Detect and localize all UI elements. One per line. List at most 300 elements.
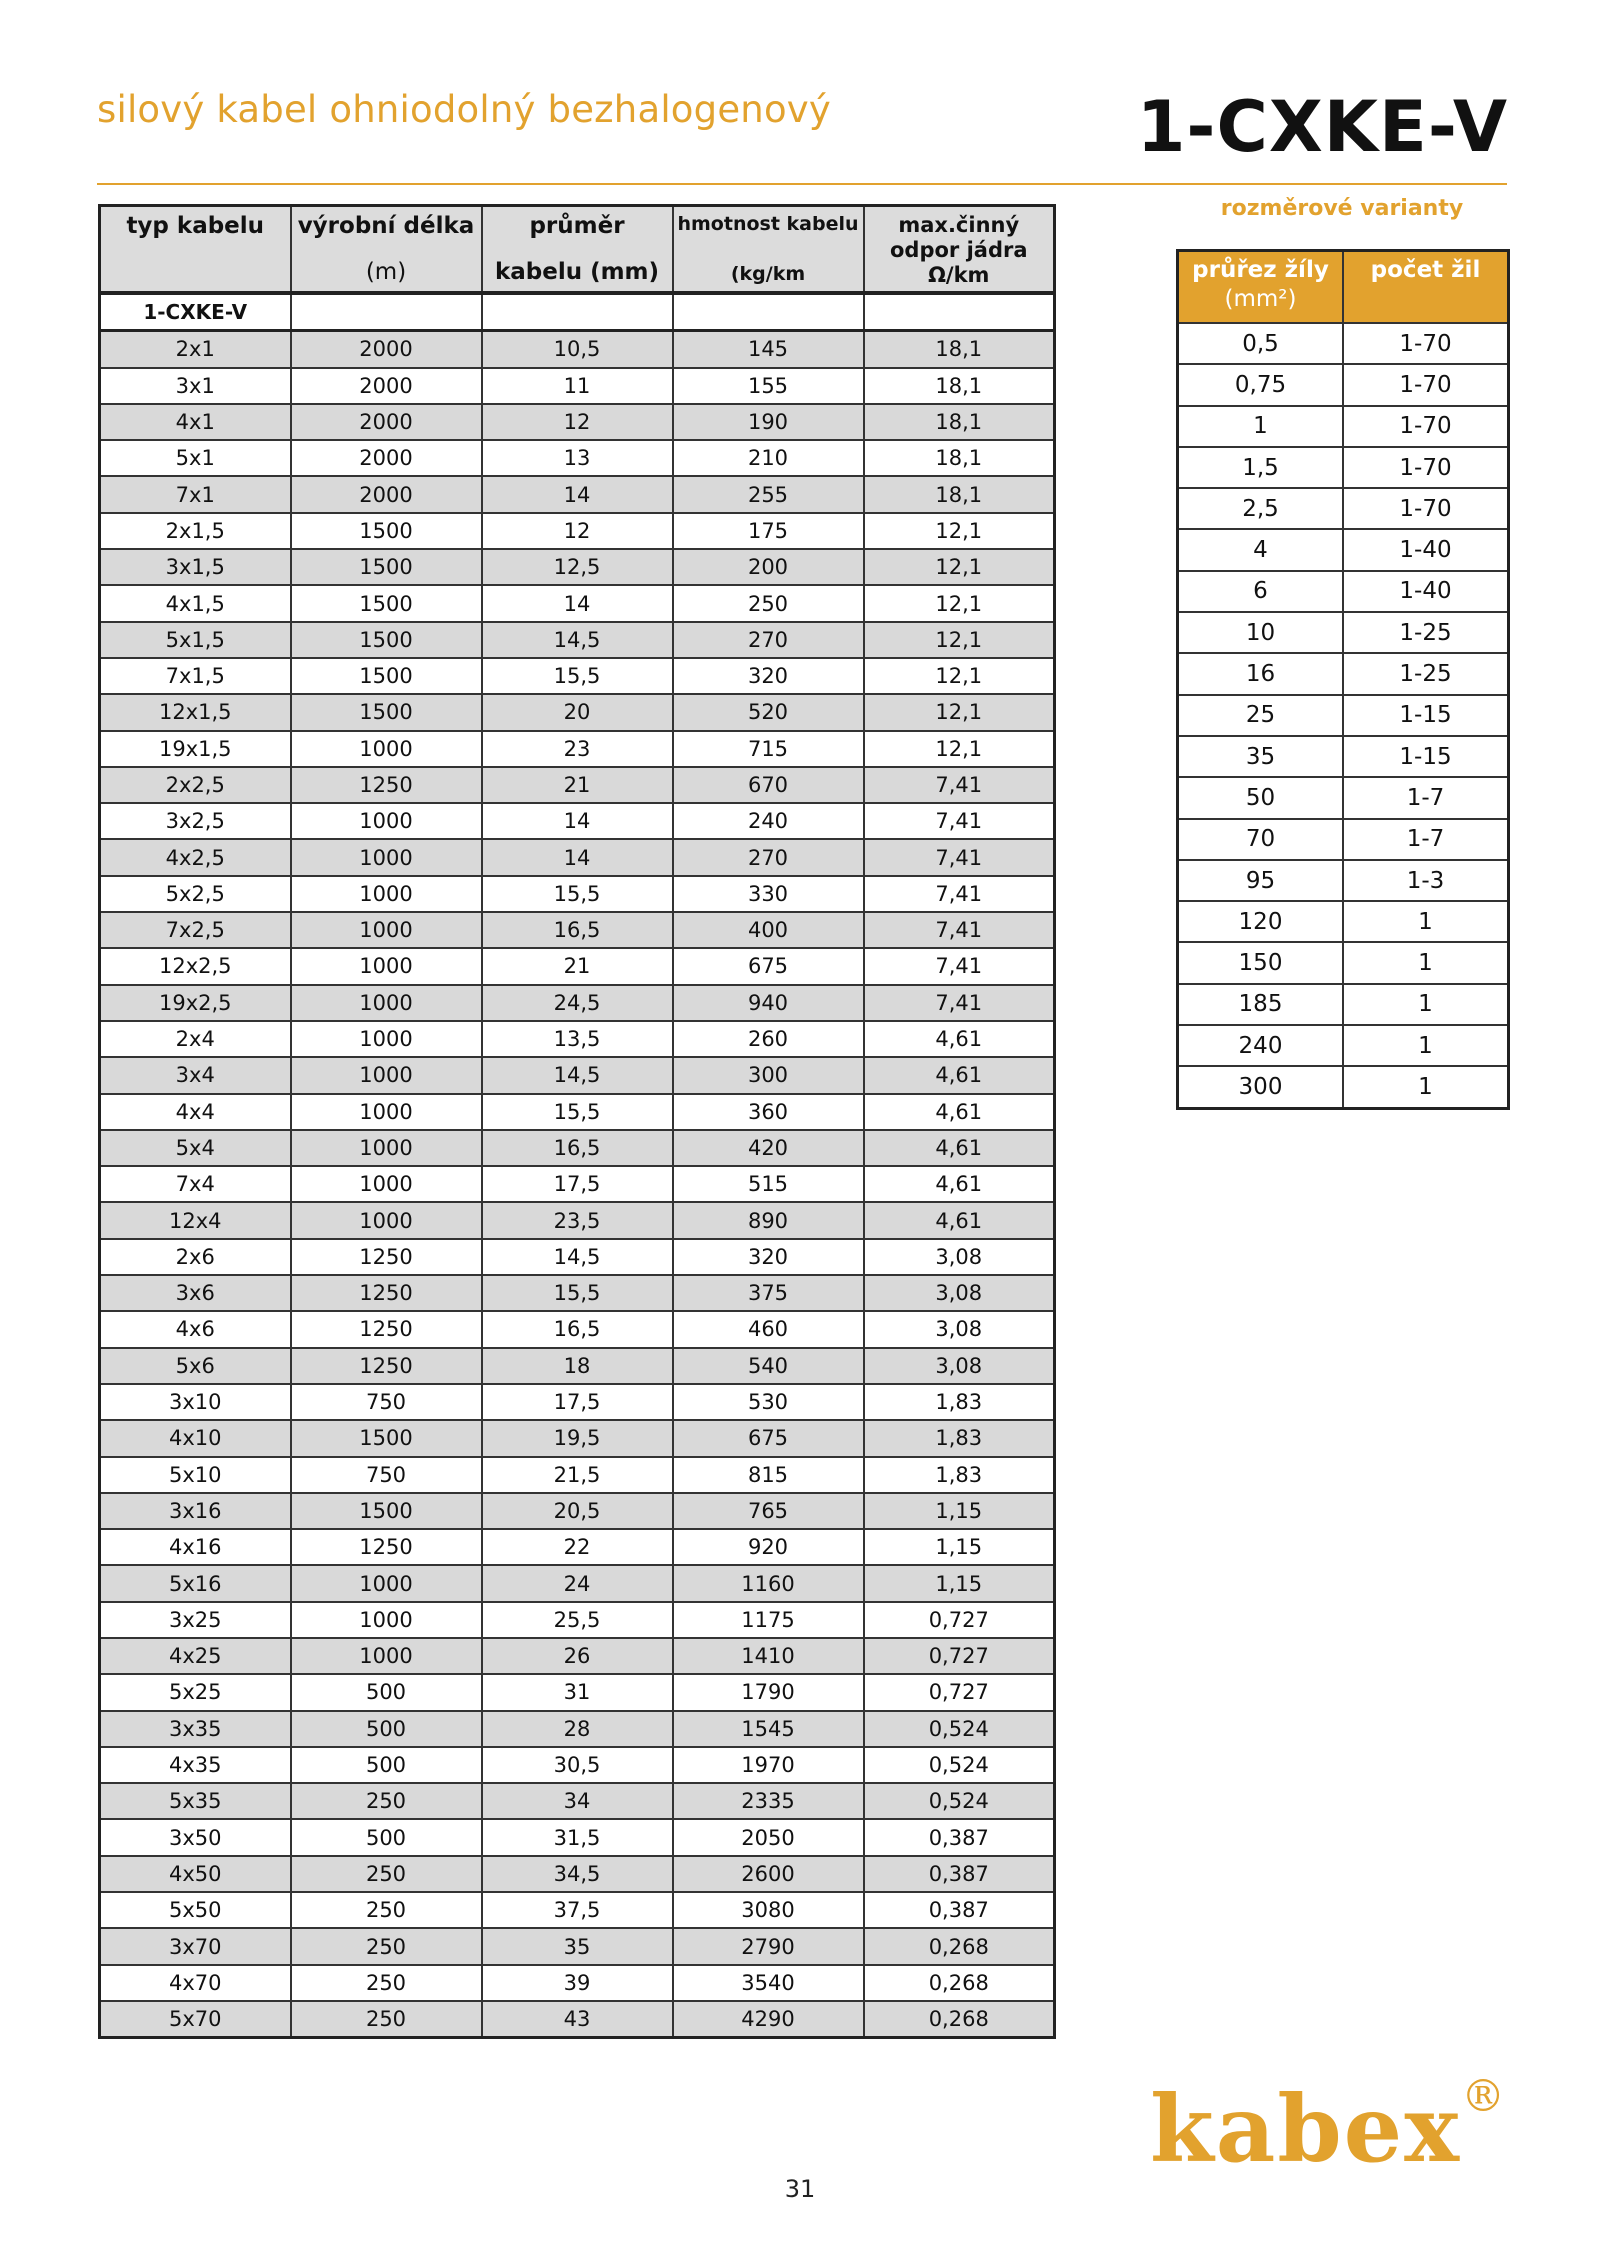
table-cell: 5x10 xyxy=(100,1457,291,1493)
table-cell: 1500 xyxy=(291,585,482,621)
table-cell: 5x1 xyxy=(100,440,291,476)
table-cell: 3x70 xyxy=(100,1928,291,1964)
table-cell: 1000 xyxy=(291,985,482,1021)
table-cell: 765 xyxy=(673,1493,864,1529)
table-cell: 2x1 xyxy=(100,331,291,368)
table-cell: 7,41 xyxy=(864,876,1055,912)
table-cell: 750 xyxy=(291,1457,482,1493)
table-cell: 25,5 xyxy=(482,1602,673,1638)
variant-cell: 300 xyxy=(1178,1066,1344,1108)
variant-cell: 35 xyxy=(1178,736,1344,777)
table-cell: 1250 xyxy=(291,767,482,803)
table-cell: 500 xyxy=(291,1747,482,1783)
table-cell: 21 xyxy=(482,948,673,984)
table-cell: 7x2,5 xyxy=(100,912,291,948)
kabex-logo: kabex® xyxy=(1150,2071,1508,2183)
table-cell: 1,83 xyxy=(864,1384,1055,1420)
size-variants-table xyxy=(1176,249,1510,1110)
header-core-count: počet žil xyxy=(1343,251,1509,324)
table-cell: 13,5 xyxy=(482,1021,673,1057)
table-row xyxy=(100,476,1055,512)
variant-cell: 0,5 xyxy=(1178,323,1344,364)
table-row xyxy=(100,1783,1055,1819)
table-cell: 715 xyxy=(673,731,864,767)
variants-title: rozměrové varianty xyxy=(1220,196,1464,221)
table-cell: 4x2,5 xyxy=(100,839,291,875)
table-cell: 18,1 xyxy=(864,368,1055,404)
table-cell: 7,41 xyxy=(864,839,1055,875)
table-row xyxy=(100,948,1055,984)
variant-row xyxy=(1178,860,1509,901)
table-cell: 37,5 xyxy=(482,1892,673,1928)
header-divider xyxy=(97,183,1507,185)
variant-cell: 1 xyxy=(1343,942,1509,983)
table-row xyxy=(100,1275,1055,1311)
table-cell: 920 xyxy=(673,1529,864,1565)
table-cell: 670 xyxy=(673,767,864,803)
table-cell: 460 xyxy=(673,1311,864,1347)
variant-cell: 1 xyxy=(1343,901,1509,942)
variant-row xyxy=(1178,364,1509,405)
variant-cell: 1-70 xyxy=(1343,364,1509,405)
table-cell: 5x16 xyxy=(100,1565,291,1601)
table-cell: 5x50 xyxy=(100,1892,291,1928)
table-row xyxy=(100,1965,1055,2001)
table-cell: 1000 xyxy=(291,1638,482,1674)
table-cell: 1500 xyxy=(291,513,482,549)
table-cell: 0,268 xyxy=(864,1965,1055,2001)
variant-cell: 10 xyxy=(1178,612,1344,653)
page-number: 31 xyxy=(784,2175,816,2203)
table-cell: 24,5 xyxy=(482,985,673,1021)
table-cell: 4,61 xyxy=(864,1202,1055,1238)
table-cell: 500 xyxy=(291,1711,482,1747)
table-cell: 190 xyxy=(673,404,864,440)
variant-row xyxy=(1178,612,1509,653)
table-cell: 4,61 xyxy=(864,1094,1055,1130)
table-cell: 5x70 xyxy=(100,2001,291,2038)
table-cell: 14,5 xyxy=(482,1239,673,1275)
table-cell: 260 xyxy=(673,1021,864,1057)
table-cell: 420 xyxy=(673,1130,864,1166)
table-cell: 1175 xyxy=(673,1602,864,1638)
variant-row xyxy=(1178,447,1509,488)
table-cell: 12,1 xyxy=(864,658,1055,694)
table-row xyxy=(100,1348,1055,1384)
table-cell: 270 xyxy=(673,839,864,875)
table-cell: 3,08 xyxy=(864,1239,1055,1275)
table-cell: 1000 xyxy=(291,1130,482,1166)
table-cell: 19x1,5 xyxy=(100,731,291,767)
variant-row xyxy=(1178,1066,1509,1108)
table-row xyxy=(100,513,1055,549)
table-cell: 20 xyxy=(482,694,673,730)
variant-cell: 1 xyxy=(1343,1025,1509,1066)
table-cell: 7x4 xyxy=(100,1166,291,1202)
table-cell: 31 xyxy=(482,1674,673,1710)
variant-row xyxy=(1178,571,1509,612)
variant-row xyxy=(1178,736,1509,777)
variant-cell: 1 xyxy=(1178,406,1344,447)
table-cell: 5x2,5 xyxy=(100,876,291,912)
header-resistance: max.činný odpor jádra Ω/km xyxy=(864,206,1055,294)
table-cell: 7x1 xyxy=(100,476,291,512)
variant-row xyxy=(1178,488,1509,529)
table-row xyxy=(100,1856,1055,1892)
table-cell: 21,5 xyxy=(482,1457,673,1493)
table-cell: 3,08 xyxy=(864,1275,1055,1311)
table-row xyxy=(100,2001,1055,2038)
table-cell: 34,5 xyxy=(482,1856,673,1892)
variant-cell: 70 xyxy=(1178,819,1344,860)
table-cell: 14,5 xyxy=(482,1057,673,1093)
table-cell: 515 xyxy=(673,1166,864,1202)
table-cell: 0,268 xyxy=(864,2001,1055,2038)
table-cell: 1000 xyxy=(291,1094,482,1130)
table-row xyxy=(100,876,1055,912)
table-cell: 155 xyxy=(673,368,864,404)
table-cell: 1545 xyxy=(673,1711,864,1747)
table-row xyxy=(100,912,1055,948)
table-cell: 1970 xyxy=(673,1747,864,1783)
group-label-row xyxy=(100,293,1055,331)
group-label: 1-CXKE-V xyxy=(100,293,291,331)
table-cell: 0,524 xyxy=(864,1783,1055,1819)
table-cell: 320 xyxy=(673,1239,864,1275)
table-row xyxy=(100,1928,1055,1964)
table-row xyxy=(100,985,1055,1021)
table-row xyxy=(100,658,1055,694)
variant-row xyxy=(1178,942,1509,983)
table-cell: 530 xyxy=(673,1384,864,1420)
table-cell: 16,5 xyxy=(482,1130,673,1166)
table-cell: 1160 xyxy=(673,1565,864,1601)
table-row xyxy=(100,1711,1055,1747)
header-type: typ kabelu xyxy=(100,206,291,294)
variant-cell: 2,5 xyxy=(1178,488,1344,529)
table-cell: 31,5 xyxy=(482,1819,673,1855)
table-row xyxy=(100,839,1055,875)
table-row xyxy=(100,803,1055,839)
table-row xyxy=(100,1021,1055,1057)
table-cell: 16,5 xyxy=(482,912,673,948)
variant-cell: 1-7 xyxy=(1343,777,1509,818)
table-cell: 4x4 xyxy=(100,1094,291,1130)
table-cell: 4x1,5 xyxy=(100,585,291,621)
variant-cell: 25 xyxy=(1178,695,1344,736)
variant-cell: 1-70 xyxy=(1343,406,1509,447)
table-cell: 250 xyxy=(291,1783,482,1819)
variant-cell: 95 xyxy=(1178,860,1344,901)
table-cell: 1000 xyxy=(291,1565,482,1601)
table-cell: 1500 xyxy=(291,694,482,730)
table-cell: 2000 xyxy=(291,440,482,476)
variant-cell: 1-70 xyxy=(1343,447,1509,488)
table-cell: 2600 xyxy=(673,1856,864,1892)
table-cell: 2000 xyxy=(291,404,482,440)
variant-cell: 185 xyxy=(1178,984,1344,1025)
table-row xyxy=(100,1747,1055,1783)
table-cell: 4,61 xyxy=(864,1021,1055,1057)
table-cell: 4x50 xyxy=(100,1856,291,1892)
table-cell: 1000 xyxy=(291,803,482,839)
variant-row xyxy=(1178,695,1509,736)
cable-parameters-table xyxy=(98,204,1056,2039)
table-cell: 375 xyxy=(673,1275,864,1311)
table-cell: 3x35 xyxy=(100,1711,291,1747)
table-row xyxy=(100,1202,1055,1238)
table-cell: 145 xyxy=(673,331,864,368)
table-cell: 0,387 xyxy=(864,1892,1055,1928)
table-cell: 300 xyxy=(673,1057,864,1093)
table-cell: 7,41 xyxy=(864,985,1055,1021)
table-cell: 4x35 xyxy=(100,1747,291,1783)
table-cell: 13 xyxy=(482,440,673,476)
table-cell: 4x70 xyxy=(100,1965,291,2001)
table-cell: 26 xyxy=(482,1638,673,1674)
table-cell: 17,5 xyxy=(482,1166,673,1202)
table-cell: 675 xyxy=(673,948,864,984)
table-cell: 3x10 xyxy=(100,1384,291,1420)
table-cell: 15,5 xyxy=(482,876,673,912)
table-cell: 1250 xyxy=(291,1529,482,1565)
table-row xyxy=(100,1457,1055,1493)
table-cell: 11 xyxy=(482,368,673,404)
table-cell: 4,61 xyxy=(864,1130,1055,1166)
table-cell: 14,5 xyxy=(482,622,673,658)
table-row xyxy=(100,622,1055,658)
table-cell: 1000 xyxy=(291,876,482,912)
table-cell: 3x50 xyxy=(100,1819,291,1855)
table-row xyxy=(100,767,1055,803)
table-row xyxy=(100,1420,1055,1456)
table-cell: 750 xyxy=(291,1384,482,1420)
table-cell: 3080 xyxy=(673,1892,864,1928)
variant-row xyxy=(1178,653,1509,694)
variant-row xyxy=(1178,984,1509,1025)
product-title: 1-CXKE-V xyxy=(1136,86,1508,168)
table-row xyxy=(100,404,1055,440)
table-cell: 4x6 xyxy=(100,1311,291,1347)
table-cell: 12,1 xyxy=(864,694,1055,730)
variant-cell: 1 xyxy=(1343,984,1509,1025)
variant-cell: 1,5 xyxy=(1178,447,1344,488)
table-cell: 14 xyxy=(482,803,673,839)
variant-cell: 1-3 xyxy=(1343,860,1509,901)
table-row xyxy=(100,1239,1055,1275)
table-cell: 400 xyxy=(673,912,864,948)
table-cell: 1000 xyxy=(291,1021,482,1057)
table-cell: 3,08 xyxy=(864,1348,1055,1384)
variant-row xyxy=(1178,1025,1509,1066)
table-cell: 360 xyxy=(673,1094,864,1130)
variant-cell: 16 xyxy=(1178,653,1344,694)
table-cell: 14 xyxy=(482,476,673,512)
table-cell: 0,387 xyxy=(864,1856,1055,1892)
table-cell: 4x1 xyxy=(100,404,291,440)
table-cell: 16,5 xyxy=(482,1311,673,1347)
table-cell: 22 xyxy=(482,1529,673,1565)
table-cell: 19,5 xyxy=(482,1420,673,1456)
table-cell: 23 xyxy=(482,731,673,767)
variant-cell: 1-25 xyxy=(1343,612,1509,653)
variant-cell: 150 xyxy=(1178,942,1344,983)
table-cell: 3x4 xyxy=(100,1057,291,1093)
table-cell: 2x6 xyxy=(100,1239,291,1275)
variant-cell: 1-15 xyxy=(1343,736,1509,777)
table-cell: 250 xyxy=(291,2001,482,2038)
table-row xyxy=(100,731,1055,767)
table-cell: 4x25 xyxy=(100,1638,291,1674)
table-cell: 540 xyxy=(673,1348,864,1384)
table-cell: 2335 xyxy=(673,1783,864,1819)
table-cell: 18,1 xyxy=(864,404,1055,440)
variant-cell: 240 xyxy=(1178,1025,1344,1066)
table-cell: 1,83 xyxy=(864,1457,1055,1493)
table-cell: 12x4 xyxy=(100,1202,291,1238)
table-cell: 940 xyxy=(673,985,864,1021)
table-row xyxy=(100,1384,1055,1420)
table-cell: 2050 xyxy=(673,1819,864,1855)
table-cell: 5x1,5 xyxy=(100,622,291,658)
table-cell: 3x6 xyxy=(100,1275,291,1311)
table-cell: 43 xyxy=(482,2001,673,2038)
table-cell: 7,41 xyxy=(864,948,1055,984)
table-cell: 30,5 xyxy=(482,1747,673,1783)
table-cell: 12,1 xyxy=(864,585,1055,621)
variant-cell: 1-7 xyxy=(1343,819,1509,860)
table-cell: 250 xyxy=(673,585,864,621)
table-cell: 320 xyxy=(673,658,864,694)
table-cell: 12,1 xyxy=(864,622,1055,658)
table-cell: 10,5 xyxy=(482,331,673,368)
table-row xyxy=(100,368,1055,404)
variant-cell: 6 xyxy=(1178,571,1344,612)
table-row xyxy=(100,1311,1055,1347)
table-cell: 2000 xyxy=(291,476,482,512)
variant-cell: 1-15 xyxy=(1343,695,1509,736)
variant-row xyxy=(1178,901,1509,942)
table-cell: 23,5 xyxy=(482,1202,673,1238)
table-cell: 2790 xyxy=(673,1928,864,1964)
table-cell: 200 xyxy=(673,549,864,585)
table-cell: 35 xyxy=(482,1928,673,1964)
table-cell: 12 xyxy=(482,513,673,549)
table-cell: 18,1 xyxy=(864,331,1055,368)
page-subtitle: silový kabel ohniodolný bezhalogenový xyxy=(97,88,831,131)
table-cell: 1000 xyxy=(291,948,482,984)
table-cell: 1000 xyxy=(291,1166,482,1202)
table-row xyxy=(100,1094,1055,1130)
table-cell: 1410 xyxy=(673,1638,864,1674)
variant-row xyxy=(1178,323,1509,364)
table-cell: 1,83 xyxy=(864,1420,1055,1456)
table-cell: 0,727 xyxy=(864,1674,1055,1710)
table-cell: 4,61 xyxy=(864,1166,1055,1202)
table-cell: 12x1,5 xyxy=(100,694,291,730)
table-cell: 815 xyxy=(673,1457,864,1493)
variant-cell: 120 xyxy=(1178,901,1344,942)
table-cell: 1500 xyxy=(291,1420,482,1456)
table-cell: 1500 xyxy=(291,549,482,585)
table-cell: 7,41 xyxy=(864,912,1055,948)
table-cell: 240 xyxy=(673,803,864,839)
table-cell: 12,1 xyxy=(864,513,1055,549)
table-cell: 175 xyxy=(673,513,864,549)
table-cell: 3x1 xyxy=(100,368,291,404)
table-cell: 2000 xyxy=(291,331,482,368)
table-cell: 0,387 xyxy=(864,1819,1055,1855)
table-cell: 1250 xyxy=(291,1239,482,1275)
table-row xyxy=(100,1674,1055,1710)
table-row xyxy=(100,1892,1055,1928)
table-row xyxy=(100,1602,1055,1638)
variant-row xyxy=(1178,819,1509,860)
table-cell: 2x4 xyxy=(100,1021,291,1057)
table-cell: 12 xyxy=(482,404,673,440)
table-cell: 5x4 xyxy=(100,1130,291,1166)
table-cell: 520 xyxy=(673,694,864,730)
header-cross-section: průřez žíly (mm²) xyxy=(1178,251,1344,324)
header-length: výrobní délka (m) xyxy=(291,206,482,294)
variant-row xyxy=(1178,777,1509,818)
table-cell: 1000 xyxy=(291,912,482,948)
variant-cell: 0,75 xyxy=(1178,364,1344,405)
table-cell: 1500 xyxy=(291,622,482,658)
table-cell: 7,41 xyxy=(864,803,1055,839)
table-cell: 39 xyxy=(482,1965,673,2001)
table-cell: 4290 xyxy=(673,2001,864,2038)
table-row xyxy=(100,1819,1055,1855)
table-cell: 2x1,5 xyxy=(100,513,291,549)
table-row xyxy=(100,1529,1055,1565)
table-cell: 15,5 xyxy=(482,658,673,694)
table-cell: 12,5 xyxy=(482,549,673,585)
table-cell: 0,268 xyxy=(864,1928,1055,1964)
table-cell: 500 xyxy=(291,1674,482,1710)
variant-row xyxy=(1178,529,1509,570)
table-cell: 7,41 xyxy=(864,767,1055,803)
table-cell: 270 xyxy=(673,622,864,658)
table-cell: 15,5 xyxy=(482,1094,673,1130)
table-cell: 14 xyxy=(482,585,673,621)
table-cell: 1000 xyxy=(291,1057,482,1093)
table-cell: 2x2,5 xyxy=(100,767,291,803)
table-row xyxy=(100,585,1055,621)
table-cell: 210 xyxy=(673,440,864,476)
header-weight: hmotnost kabelu (kg/km xyxy=(673,206,864,294)
table-cell: 34 xyxy=(482,1783,673,1819)
table-cell: 890 xyxy=(673,1202,864,1238)
table-cell: 250 xyxy=(291,1856,482,1892)
table-cell: 1790 xyxy=(673,1674,864,1710)
table-cell: 1250 xyxy=(291,1311,482,1347)
table-cell: 18 xyxy=(482,1348,673,1384)
table-row xyxy=(100,1166,1055,1202)
table-header-row xyxy=(100,206,1055,294)
table-cell: 28 xyxy=(482,1711,673,1747)
variant-cell: 1-40 xyxy=(1343,571,1509,612)
table-cell: 1000 xyxy=(291,1202,482,1238)
variant-cell: 1-70 xyxy=(1343,323,1509,364)
table-cell: 5x35 xyxy=(100,1783,291,1819)
table-cell: 1000 xyxy=(291,839,482,875)
table-cell: 19x2,5 xyxy=(100,985,291,1021)
table-cell: 12x2,5 xyxy=(100,948,291,984)
table-cell: 24 xyxy=(482,1565,673,1601)
table-cell: 330 xyxy=(673,876,864,912)
table-row xyxy=(100,440,1055,476)
